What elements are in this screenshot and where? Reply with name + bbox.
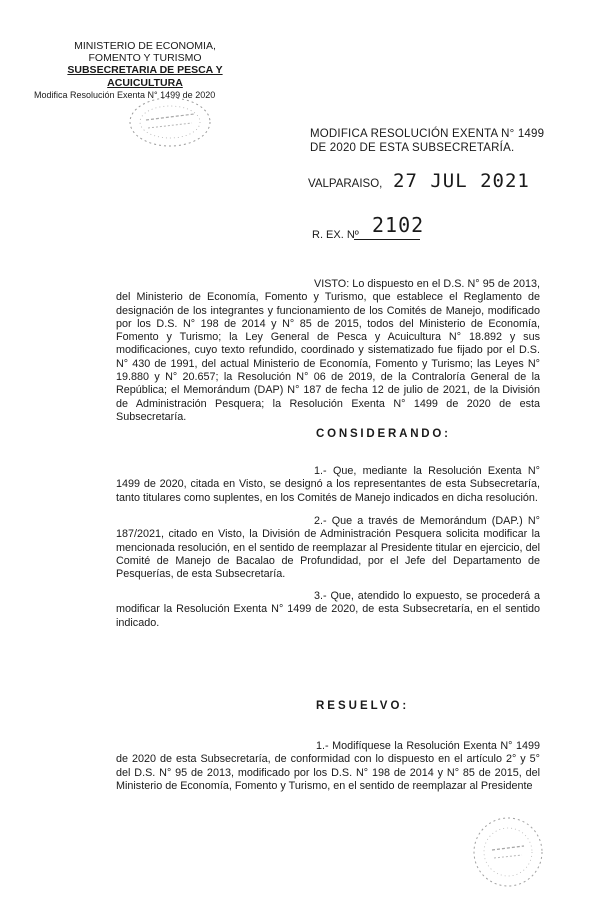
considerando-3 <box>116 590 540 630</box>
considerando-heading: CONSIDERANDO: <box>316 428 451 440</box>
considerando-2-text: 2.- Que a través de Memorándum (DAP.) N° 187/2021, citado en Visto, la División de Administración Pesquera solicita modificar la mencionada resolución, en el sentido de reemplazar al Presidente titular en ejercicio, del Comité de Manejo de Bacalao de Profundidad, por el Jefe del Departamento de Pesquerías, de esta Subsecretaría. <box>116 515 540 581</box>
document-title <box>310 128 544 155</box>
resuelvo-1-text: 1.- Modifíquese la Resolución Exenta N° 1499 de 2020 de esta Subsecretaría, de conformidad con lo dispuesto en el artículo 2° y 5° del D.S. N° 95 de 2013, modificado por los D.S. N° 198 de 2014 y N° 85 de 2015, del Ministerio de Economía, Fomento y Turismo, en el sentido de reemplazar al Presidente <box>116 740 540 792</box>
header-reference: Modifica Resolución Exenta N° 1499 de 2020 <box>34 89 216 100</box>
visto-paragraph <box>116 278 540 424</box>
considerando-1-text: 1.- Que, mediante la Resolución Exenta N° 1499 de 2020, citada en Visto, se designó a los representantes de esta Subsecretaría, tanto titulares como suplentes, en los Comités de Manejo indicados en dicha resolución. <box>116 465 540 504</box>
date-stamp: 27 JUL 2021 <box>393 170 530 192</box>
title-line-2: DE 2020 DE ESTA SUBSECRETARÍA. <box>310 141 515 154</box>
resolution-number-label: R. EX. Nº <box>312 229 359 241</box>
header-subsecretaria: SUBSECRETARIA DE PESCA Y <box>67 64 223 77</box>
considerando-3-text: 3.- Que, atendido lo expuesto, se procederá a modificar la Resolución Exenta N° 1499 de 2020, de esta Subsecretaría, en el sentido indicado. <box>116 590 540 629</box>
visto-text: VISTO: Lo dispuesto en el D.S. N° 95 de 2013, del Ministerio de Economía, Fomento y Turismo, que establece el Reglamento de designación de los integrantes y funcionamiento de los Comités de Manejo, modificado por los D.S. N° 198 de 2014 y N° 85 de 2015, todos del Ministerio de Economía, Fomento y Turismo; la Ley General de Pesca y Acuicultura N° 18.892 y sus modificaciones, cuyo texto refundido, coordinado y sistematizado fue fijado por el D.S. N° 430 de 1991, del actual Ministerio de Economía, Fomento y Turismo; las Leyes N° 19.880 y N° 20.657; la Resolución N° 06 de 2019, de la Contraloría General de la República; el Memorándum (DAP) N° 187 de fecha 12 de julio de 2021, de la División de Administración Pesquera; la Resolución Exenta N° 1499 de 2020 de esta Subsecretaría. <box>116 278 540 423</box>
header-ministry: MINISTERIO DE ECONOMIA, <box>74 40 216 52</box>
considerando-1 <box>116 465 540 505</box>
official-seal-icon <box>466 812 550 892</box>
header-acuicultura: ACUICULTURA <box>107 76 183 89</box>
place-label: VALPARAISO, <box>308 178 383 190</box>
resolution-number: 2102 <box>372 213 425 237</box>
considerando-2 <box>116 515 540 581</box>
title-line-1: MODIFICA RESOLUCIÓN EXENTA N° 1499 <box>310 128 545 140</box>
resuelvo-heading: RESUELVO: <box>316 700 410 712</box>
header-ministry-2: FOMENTO Y TURISMO <box>88 52 202 65</box>
resolution-number-underline <box>354 239 420 240</box>
official-stamp-icon <box>118 92 222 154</box>
resuelvo-1 <box>116 740 540 793</box>
